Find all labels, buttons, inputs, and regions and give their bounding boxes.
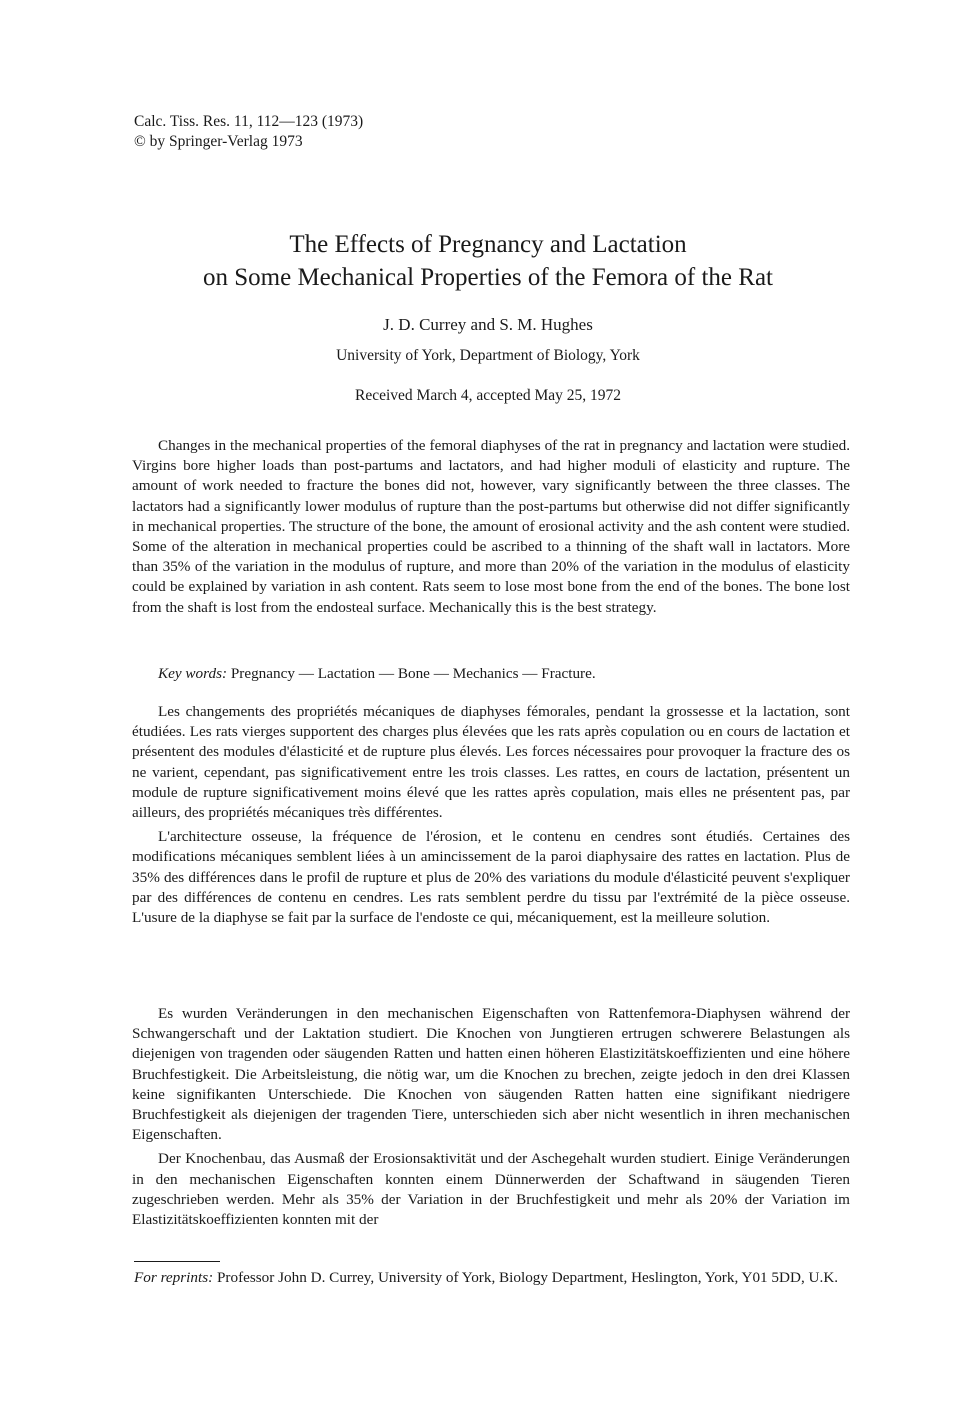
affiliation: University of York, Department of Biology, York [336,347,640,364]
abstract-french-paragraph-1: Les changements des propriétés mécaniques de diaphyses fémorales, pendant la grossesse et la lactation, sont étudiées. Les rats vierges supportent des charges plus élevées que les rats après copulation ou en cours de lactation et présentent des modules d'élasticité et de rupture plus élevés. Les forces nécessaires pour provoquer la fracture des os ne varient, cependant, pas significativement entre les trois classes. Les rattes, en cours de lactation, présentent un module de rupture significativement moins élevé que les rattes après copulation, mais elles ne présentent pas, par ailleurs, des propriétés mécaniques très différentes. [132,703,850,822]
paper-title [0,228,976,294]
footnote-text: Professor John D. Currey, University of York, Biology Department, Heslington, York, Y01 5DD, U.K. [216,1269,839,1286]
received-dates: Received March 4, accepted May 25, 1972 [355,387,621,404]
paper-title-line-1: The Effects of Pregnancy and Lactation [289,231,687,258]
reprints-footnote [134,1268,854,1289]
keywords-text: Pregnancy — Lactation — Bone — Mechanics — Fracture. [230,665,596,682]
abstract-french [132,702,850,928]
journal-citation: Calc. Tiss. Res. 11, 112—123 (1973) [134,113,364,130]
footnote-divider [134,1261,220,1262]
abstract-german [132,1004,850,1230]
journal-copyright: © by Springer-Verlag 1973 [134,133,303,150]
keywords [158,664,596,684]
abstract-german-paragraph-1: Es wurden Veränderungen in den mechanischen Eigenschaften von Rattenfemora-Diaphysen während der Schwangerschaft und der Laktation studiert. Die Knochen von Jungtieren ertrugen schwerere Belastungen als diejenigen von tragenden oder säugenden Ratten und hatten einen höheren Elastizitätskoeffizienten und eine höhere Bruchfestigkeit. Die Arbeitsleistung, die nötig war, um die Knochen zu brechen, zeigte jedoch in den drei Klassen keine signifikanten Unterschiede. Die Knochen von säugenden Ratten hatten eine signifikant niedrigere Bruchfestigkeit als diejenigen der tragenden Tiere, unterschieden sich aber nicht wesentlich in ihren mechanischen Eigenschaften. [132,1005,850,1144]
authors: J. D. Currey and S. M. Hughes [383,315,593,334]
journal-header [134,112,363,152]
abstract-english [132,436,850,618]
paper-title-line-2: on Some Mechanical Properties of the Femora of the Rat [203,264,773,291]
footnote-label: For reprints: [134,1269,214,1286]
abstract-french-paragraph-2: L'architecture osseuse, la fréquence de l'érosion, et le contenu en cendres sont étudiés. Certaines des modifications mécaniques semblent liées à un amincissement de la paroi diaphysaire des rattes en lactation. Plus de 35% des différences dans le profil de rupture et plus de 20% des variations du module d'élasticité peuvent s'expliquer par des différences de contenu en cendres. Les rats semblent perdre du tissu par l'extrémité de la pièce osseuse. L'usure de la diaphyse se fait par la surface de l'endoste ce qui, mécaniquement, est la meilleure solution. [132,828,850,927]
abstract-german-paragraph-2: Der Knochenbau, das Ausmaß der Erosionsaktivität und der Aschegehalt wurden studiert. Einige Veränderungen in den mechanischen Eigenschaften konnten einem Dünnerwerden der Schaftwand in säugenden Tieren zugeschrieben werden. Mehr als 35% der Variation in der Bruchfestigkeit und mehr als 20% der Variation im Elastizitätskoeffizienten konnten mit der [132,1150,850,1229]
abstract-english-paragraph: Changes in the mechanical properties of the femoral diaphyses of the rat in pregnancy and lactation were studied. Virgins bore higher loads than post-partums and lactators, and had higher moduli of elasticity and rupture. The amount of work needed to fracture the bones did not, however, vary significantly between the three classes. The lactators had a significantly lower modulus of rupture than the post-partums but otherwise did not differ significantly in mechanical properties. The structure of the bone, the amount of erosional activity and the ash content were studied. Some of the alteration in mechanical properties could be ascribed to a thinning of the shaft wall in lactators. More than 35% of the variation in the modulus of rupture, and more than 20% of the variation in the modulus of elasticity could be explained by variation in ash content. Rats seem to lose most bone from the end of the bones. The bone lost from the shaft is lost from the endosteal surface. Mechanically this is the best strategy. [132,437,850,616]
keywords-label: Key words: [158,665,228,682]
